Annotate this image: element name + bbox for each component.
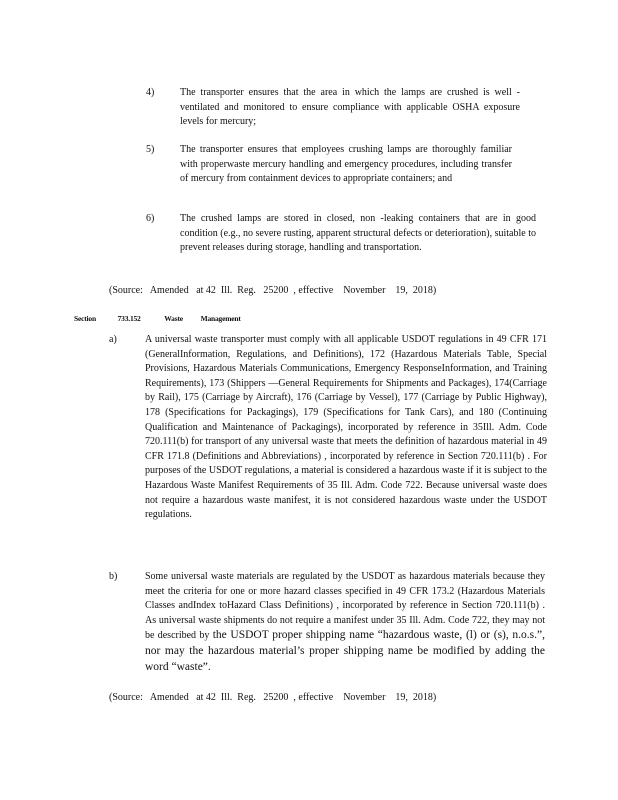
list-item-text: The crushed lamps are stored in closed, non -leaking containers that are in good condition (e.g., no severe rusting, apparent structural defects or deterioration), suitable to prevent releases during storage, handling and transportation.: [180, 213, 536, 254]
list-item: [146, 86, 546, 132]
section-title-word: Management: [200, 314, 241, 323]
subsection-text-small: Some universal waste materials are regulated by the USDOT as hazardous materials because they meet the criteria for one or more hazard classes specified in 49 CFR 173.2 (Hazardous Materials Classes andIndex toHazard Class Definitions) , incorporated by reference in Section 720.111(b) . As universal waste shipments do not require a manifest under 35 Ill. Adm. Code 722, they may not be described by: [145, 571, 545, 642]
list-item-number: 4): [146, 87, 155, 98]
list-item-text: The transporter ensures that the area in which the lamps are crushed is well -ventilated and monitored to ensure compliance with applicable OSHA exposure levels for mercury;: [180, 87, 520, 128]
subsection-text-large: the USDOT proper shipping name “hazardous waste, (l) or (s), n.o.s.”, nor may the hazardous material’s proper shipping name be modified by adding the word “waste”.: [145, 629, 546, 673]
source-note: (Source: Amended at 42 Ill. Reg. 25200 , effective November 19, 2018): [109, 692, 437, 703]
section-title-word: Waste: [164, 314, 183, 323]
subsection-a: [109, 333, 559, 563]
subsection-b: [109, 570, 559, 682]
section-number: 733.152: [117, 314, 141, 323]
list-item-text: The transporter ensures that employees crushing lamps are thoroughly familiar with properwaste mercury handling and emergency procedures, including transfer of mercury from containment devices to appropriate containers; and: [180, 144, 512, 185]
section-label: Section: [74, 314, 96, 323]
subsection-letter: b): [109, 571, 118, 582]
subsection-text: [145, 570, 545, 675]
list-item: [146, 143, 546, 203]
subsection-letter: a): [109, 334, 117, 345]
source-note: (Source: Amended at 42 Ill. Reg. 25200 , effective November 19, 2018): [109, 285, 437, 296]
list-item-number: 6): [146, 213, 155, 224]
list-item: [146, 212, 546, 272]
list-item-number: 5): [146, 144, 155, 155]
section-heading: [74, 312, 241, 327]
subsection-text: A universal waste transporter must comply with all applicable USDOT regulations in 49 CFR 171 (GeneralInformation, Regulations, and Definitions), 172 (Hazardous Materials Table, Special Provisions, Hazardous Materials Communications, Emergency ResponseInformation, and Training Requirements), 173 (Shippers —General Requirements for Shipments and Packages), 174(Carriage by Rail), 175 (Carriage by Aircraft), 176 (Carriage by Vessel), 177 (Carriage by Public Highway), 178 (Specifications for Packagings), 179 (Specifications for Tank Cars), and 180 (Continuing Qualification and Maintenance of Packagings), incorporated by reference in 35Ill. Adm. Code 720.111(b) for transport of any universal waste that meets the definition of hazardous material in 49 CFR 171.8 (Definitions and Abbreviations) , incorporated by reference in Section 720.111(b) . For purposes of the USDOT regulations, a material is considered a hazardous waste if it is subject to the Hazardous Waste Manifest Requirements of 35 Ill. Adm. Code 722. Because universal waste does not require a hazardous waste manifest, it is not considered hazardous waste under the USDOT regulations.: [145, 334, 547, 521]
